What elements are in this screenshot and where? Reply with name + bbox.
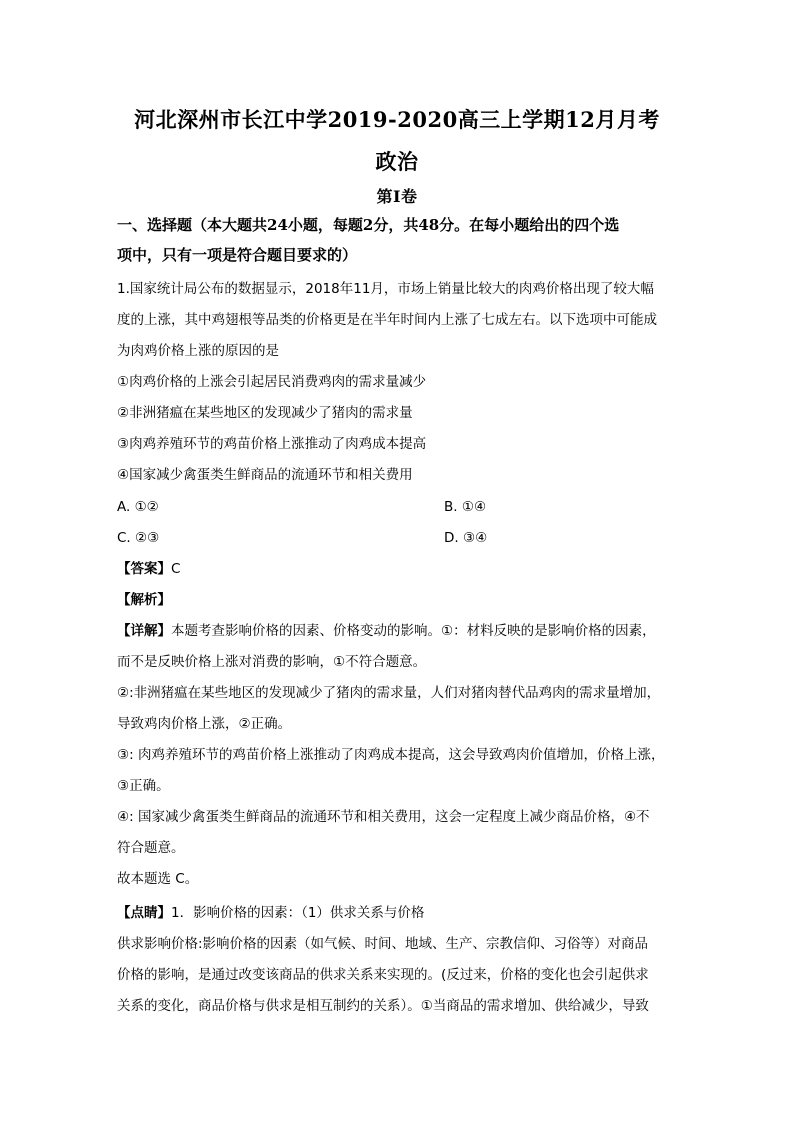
option-d: D. ③④ (444, 530, 488, 546)
option-b: B. ①④ (444, 499, 487, 515)
detail-line-7: ④: 国家减少禽蛋类生鲜商品的流通环节和相关费用，这会一定程度上减少商品价格，④不 (117, 809, 650, 825)
volume-title: 第Ⅰ卷 (376, 187, 418, 206)
detail-line-5: ③: 肉鸡养殖环节的鸡苗价格上涨推动了肉鸡成本提高，这会导致鸡肉价值增加，价格上涨， (117, 747, 665, 763)
subject-title: 政治 (375, 149, 419, 174)
statement-3: ③肉鸡养殖环节的鸡苗价格上涨推动了肉鸡成本提高 (117, 436, 427, 452)
detail-line-2: 而不是反映价格上涨对消费的影响，①不符合题意。 (117, 654, 427, 670)
detail-line-4: 导致鸡肉价格上涨，②正确。 (117, 716, 292, 732)
tips-line-3: 价格的影响，是通过改变该商品的供求关系来实现的。(反过来，价格的变化也会引起供求 (117, 967, 649, 983)
detail-text-1: 本题考查影响价格的因素、价格变动的影响。①：材料反映的是影响价格的因素， (171, 623, 656, 639)
detail-line-9: 故本题选 C。 (117, 871, 199, 887)
statement-1: ①肉鸡价格的上涨会引起居民消费鸡肉的需求量减少 (117, 374, 427, 390)
statement-4: ④国家减少禽蛋类生鲜商品的流通环节和相关费用 (117, 467, 413, 483)
tips-tag: 【点睛】 (117, 905, 171, 921)
analysis-line (117, 590, 171, 610)
option-c: C. ②③ (117, 530, 160, 546)
detail-tag: 【详解】 (117, 623, 171, 639)
tips-line-4: 关系的变化，商品价格与供求是相互制约的关系）。①当商品的需求增加、供给减少，导致 (117, 998, 649, 1014)
question-stem-line-2: 度的上涨，其中鸡翅根等品类的价格更是在半年时间内上涨了七成左右。以下选项中可能成 (117, 312, 657, 328)
statement-2: ②非洲猪瘟在某些地区的发现减少了猪肉的需求量 (117, 405, 413, 421)
detail-line-3: ②:非洲猪瘟在某些地区的发现减少了猪肉的需求量，人们对猪肉替代品鸡肉的需求量增加， (117, 685, 661, 701)
detail-line-6: ③正确。 (117, 778, 170, 794)
detail-line-1 (117, 621, 656, 641)
detail-line-8: 符合题意。 (117, 840, 185, 856)
tips-line-2: 供求影响价格:影响价格的因素（如气候、时间、地域、生产、宗教信仰、习俗等）对商品 (117, 936, 649, 952)
section-heading-line-1: 一、选择题（本大题共24小题，每题2分，共48分。在每小题给出的四个选 (117, 216, 620, 234)
analysis-tag: 【解析】 (117, 592, 171, 608)
answer-value: C (171, 561, 181, 577)
question-stem-line-1: 1.国家统计局公布的数据显示，2018年11月，市场上销量比较大的肉鸡价格出现了较大幅 (117, 281, 654, 297)
question-stem-line-3: 为肉鸡价格上涨的原因的是 (117, 343, 279, 359)
document-title: 河北深州市长江中学2019-2020高三上学期12月月考 (134, 107, 660, 132)
answer-line (117, 559, 180, 579)
option-a: A. ①② (117, 499, 159, 515)
tips-first: 1．影响价格的因素：（1）供求关系与价格 (171, 905, 425, 921)
tips-line-1 (117, 903, 424, 923)
answer-tag: 【答案】 (117, 561, 171, 577)
section-heading-line-2: 项中，只有一项是符合题目要求的） (117, 246, 358, 264)
